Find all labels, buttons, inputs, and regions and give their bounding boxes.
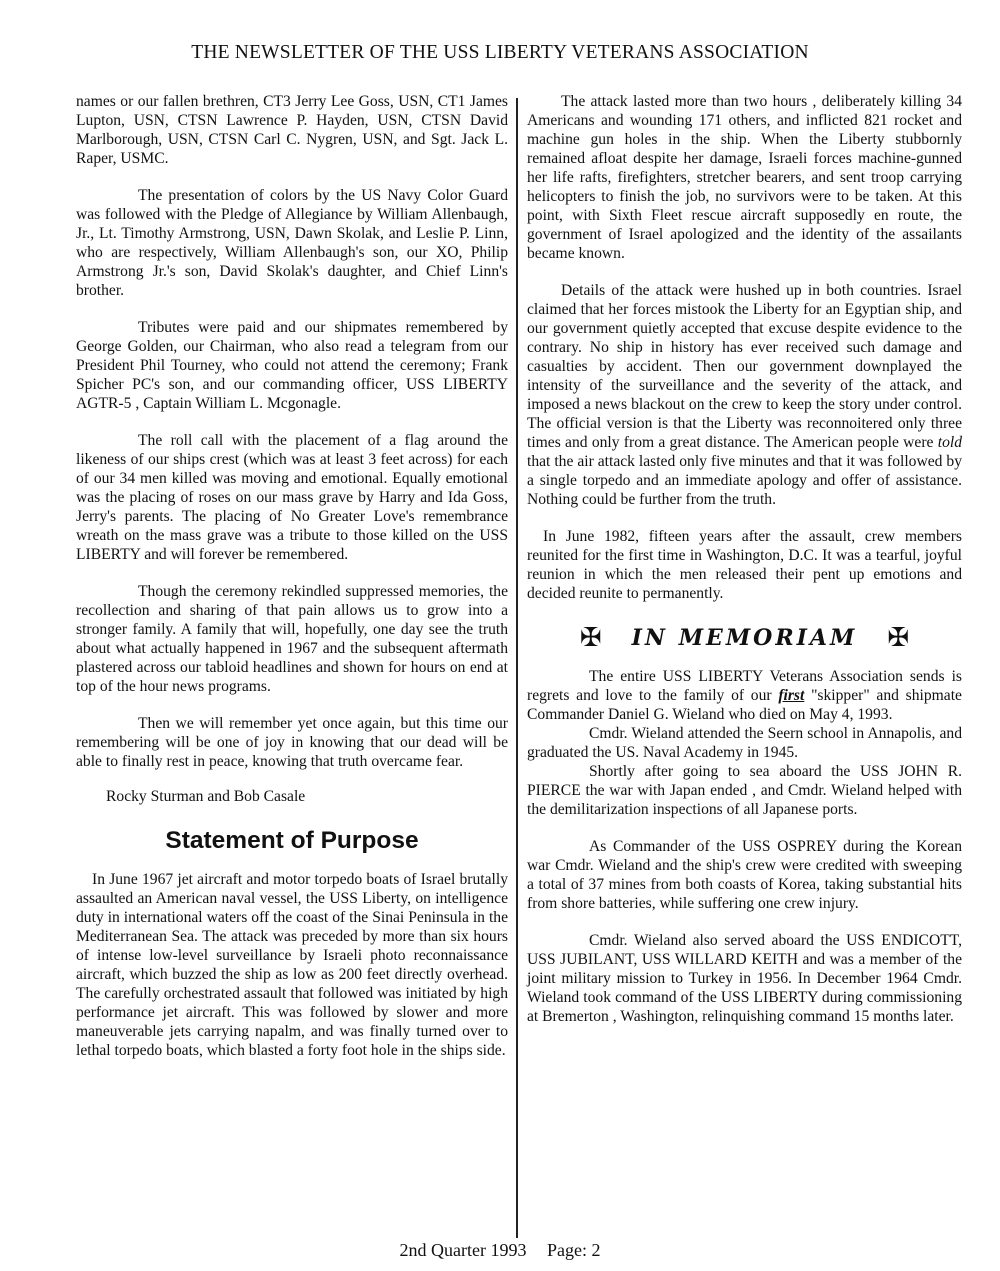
paragraph-presentation-of-colors: The presentation of colors by the US Navy Color Guard was followed with the Pledge of Allegiance by William Allenbaugh, Jr., Lt. Timothy Armstrong, USN, Dawn Skolak, and Leslie P. Linn, who are respectively, William Allenbaugh's son, our XO, Philip Armstrong Jr.'s son, David Skolak's daughter, and Chief Linn's brother. [76,187,508,299]
right-column [527,92,962,1026]
emphasis-told: told [937,434,962,451]
paragraph-roll-call: The roll call with the placement of a flag around the likeness of our ships crest (which was at least 3 feet across) for each of our 34 men killed was moving and emotional. Equally emotional was the placing of roses on our mass grave by Harry and Ida Goss, Jerry's parents. The placing of No Greater Love's remembrance wreath on the mass grave was a tribute to those killed on the USS LIBERTY and will forever be remembered. [76,432,508,563]
paragraph-service: Cmdr. Wieland also served aboard the USS ENDICOTT, USS JUBILANT, USS WILLARD KEITH and was a member of the joint military mission to Turkey in 1956. In December 1964 Cmdr. Wieland took command of the USS LIBERTY during commissioning at Bremerton , Washington, relinquishing command 15 months later. [527,932,962,1025]
paragraph-ceremony: Though the ceremony rekindled suppressed memories, the recollection and sharing of that pain allows us to grow into a stronger family. A family that will, hopefully, one day see the truth about what actually happened in 1967 and the subsequent aftermath plastered across our tabloid headlines and shown for hours on end at top of the hour news programs. [76,583,508,695]
emphasis-first: first [778,687,805,704]
author-signature: Rocky Sturman and Bob Casale [106,788,306,805]
paragraph-naval-academy: Cmdr. Wieland attended the Seern school in Annapolis, and graduated the US. Naval Academy in 1945. [527,725,962,761]
paragraph-john-r-pierce: Shortly after going to sea aboard the USS JOHN R. PIERCE the war with Japan ended , and Cmdr. Wieland helped with the demilitarization inspections of all Japanese ports. [527,763,962,818]
cross-icon: ✠ [887,623,910,653]
column-divider [516,98,518,1238]
in-memoriam-title: IN MEMORIAM [631,625,858,651]
paragraph-reunion: In June 1982, fifteen years after the assault, crew members reunited for the first time in Washington, D.C. It was a tearful, joyful reunion in which the men released their pent up emotions and decided reunite to permanently. [527,528,962,602]
in-memoriam-heading [527,621,962,655]
newsletter-header: THE NEWSLETTER OF THE USS LIBERTY VETERANS ASSOCIATION [191,42,809,63]
paragraph-attack: The attack lasted more than two hours , deliberately killing 34 Americans and wounding 171 others, and inflicted 821 rocket and machine gun holes in the ship. When the Liberty stubbornly remained afloat despite her damage, Israeli forces machine-gunned her life rafts, firefighters, stretcher bearers, and sent troop carrying helicopters to finish the job, no survivors were to be taken. At this point, with Sixth Fleet rescue aircraft supposedly en route, the government of Israel apologized and the identity of the assailants became known. [527,93,962,262]
paragraph-tributes: Tributes were paid and our shipmates remembered by George Golden, our Chairman, who also read a telegram from our President Phil Tourney, who could not attend the ceremony; Frank Spicher PC's son, and our commanding officer, USS LIBERTY AGTR-5 , Captain William L. Mcgonagle. [76,319,508,412]
statement-of-purpose-heading: Statement of Purpose [165,827,419,854]
paragraph-osprey: As Commander of the USS OSPREY during the Korean war Cmdr. Wieland and the ship's crew were credited with sweeping a total of 37 mines from both coasts of Korea, taking substantial hits from shore batteries, while suffering one crew injury. [527,838,962,912]
paragraph-condolences: The entire USS LIBERTY Veterans Association sends is regrets and love to the family of our first "skipper" and shipmate Commander Daniel G. Wieland who died on May 4, 1993. [527,668,962,723]
page-number: Page: 2 [546,1240,601,1260]
issue-label: 2nd Quarter 1993 [399,1240,527,1260]
paragraph-purpose: In June 1967 jet aircraft and motor torpedo boats of Israel brutally assaulted an American naval vessel, the USS Liberty, on intelligence duty in international waters off the coast of the Sinai Peninsula in the Mediterranean Sea. The attack was preceded by more than six hours of intense low-level surveillance by Israeli photo reconnaissance aircraft, which buzzed the ship as low as 200 feet directly overhead. The carefully orchestrated assault that followed was initiated by high performance jet aircraft. This was followed by slower and more maneuverable jets carrying napalm, and was finally turned over to lethal torpedo boats, which blasted a forty foot hole in the ships side. [76,871,508,1059]
page-footer [0,1240,1000,1261]
paragraph-remember: Then we will remember yet once again, but this time our remembering will be one of joy in knowing that our dead will be able to finally rest in peace, knowing that truth overcame fear. [76,715,508,770]
left-column [76,92,508,1060]
paragraph-details: Details of the attack were hushed up in both countries. Israel claimed that her forces mistook the Liberty for an Egyptian ship, and our government quietly accepted that excuse despite evidence to the contrary. No ship in history has ever received such damage and casualties by accident. Then our government downplayed the intensity of the surveillance and the severity of the attack, and imposed a news blackout on the crew to keep the story under control. The official version is that the Liberty was reconnoitered only three times and only from a great distance. The American people were told that the air attack lasted only five minutes and that it was followed by a single torpedo and an immediate apology and offer of assistance. Nothing could be further from the truth. [527,282,962,508]
paragraph-fallen-names: names or our fallen brethren, CT3 Jerry Lee Goss, USN, CT1 James Lupton, USN, CTSN Lawrence P. Hayden, USN, CTSN David Marlborough, USN, CTSN Carl C. Nygren, USN, and Sgt. Jack L. Raper, USMC. [76,93,508,167]
cross-icon: ✠ [579,623,602,653]
